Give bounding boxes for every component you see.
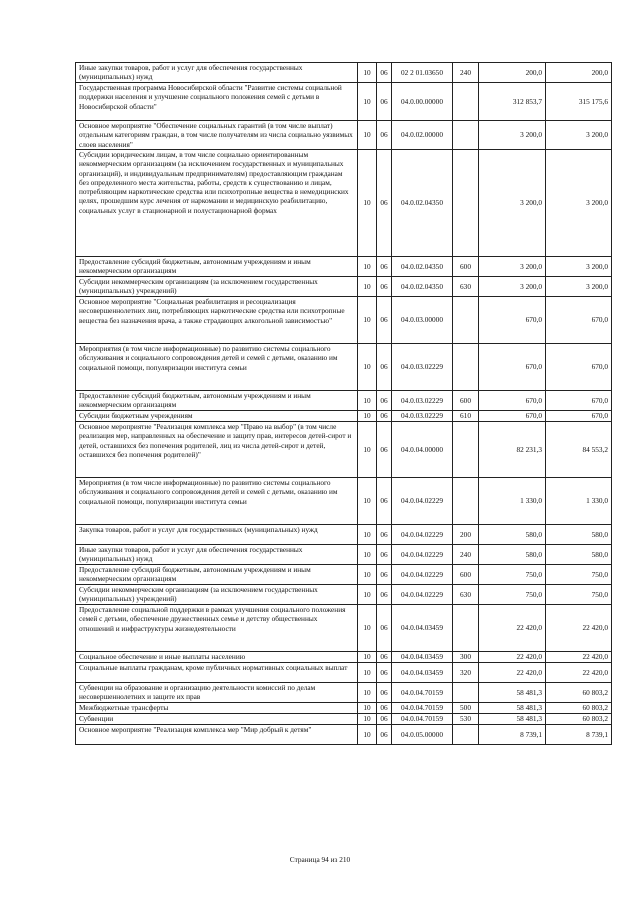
row-subsection: 06: [377, 344, 392, 391]
row-sum-year-1: 670,0: [479, 297, 546, 344]
row-sum-year-1: 22 420,0: [479, 663, 546, 683]
row-expense-type: [453, 344, 479, 391]
row-section: 10: [358, 703, 377, 714]
row-expense-type: 600: [453, 391, 479, 411]
row-expense-type: 240: [453, 545, 479, 565]
row-subsection: 06: [377, 63, 392, 83]
row-subsection: 06: [377, 150, 392, 257]
table-row: [76, 297, 612, 344]
row-sum-year-2: 3 200,0: [546, 121, 612, 150]
row-section: 10: [358, 714, 377, 725]
row-subsection: 06: [377, 257, 392, 277]
row-name: Основное мероприятие "Обеспечение социальных гарантий (в том числе выплат) отдельным категориям граждан, в том числе получателям из числа социально уязвимых слоев населения": [76, 121, 358, 150]
row-section: 10: [358, 652, 377, 663]
row-expense-type: 300: [453, 652, 479, 663]
row-expense-type: [453, 83, 479, 121]
row-sum-year-1: 200,0: [479, 63, 546, 83]
row-name: Социальные выплаты гражданам, кроме публичных нормативных социальных выплат: [76, 663, 358, 683]
row-name: Закупка товаров, работ и услуг для государственных (муниципальных) нужд: [76, 525, 358, 545]
table-row: [76, 478, 612, 525]
row-target-article: 04.0.04.02229: [392, 525, 453, 545]
row-section: 10: [358, 150, 377, 257]
table-row: [76, 422, 612, 478]
row-target-article: 04.0.02.00000: [392, 121, 453, 150]
row-expense-type: 240: [453, 63, 479, 83]
row-sum-year-1: 1 330,0: [479, 478, 546, 525]
row-name: Предоставление субсидий бюджетным, автономным учреждениям и иным некоммерческим организациям: [76, 391, 358, 411]
row-subsection: 06: [377, 121, 392, 150]
page-footer: Страница 94 из 210: [289, 855, 351, 864]
row-sum-year-1: 82 231,3: [479, 422, 546, 478]
row-sum-year-2: 60 803,2: [546, 714, 612, 725]
row-expense-type: [453, 121, 479, 150]
row-name: Государственная программа Новосибирской области "Развитие системы социальной поддержки населения и улучшение социального положения семей с детьми в Новосибирской области": [76, 83, 358, 121]
row-target-article: 04.0.00.00000: [392, 83, 453, 121]
row-expense-type: [453, 725, 479, 745]
row-expense-type: 600: [453, 565, 479, 585]
row-subsection: 06: [377, 525, 392, 545]
row-section: 10: [358, 545, 377, 565]
row-sum-year-1: 58 481,3: [479, 714, 546, 725]
row-sum-year-2: 200,0: [546, 63, 612, 83]
row-sum-year-2: 22 420,0: [546, 663, 612, 683]
row-subsection: 06: [377, 565, 392, 585]
row-target-article: 04.0.04.02229: [392, 585, 453, 605]
row-sum-year-2: 1 330,0: [546, 478, 612, 525]
row-section: 10: [358, 391, 377, 411]
row-name: Субвенции: [76, 714, 358, 725]
row-section: 10: [358, 344, 377, 391]
row-target-article: 04.0.03.02229: [392, 344, 453, 391]
row-name: Межбюджетные трансферты: [76, 703, 358, 714]
row-name: Основное мероприятие "Социальная реабилитация и ресоциализация несовершеннолетних лиц, потребляющих наркотические средства или психотропные вещества без назначения врача, а также страдающих алкогольной зависимостью": [76, 297, 358, 344]
row-target-article: 02 2 01.03650: [392, 63, 453, 83]
table-row: [76, 257, 612, 277]
row-sum-year-1: 8 739,1: [479, 725, 546, 745]
row-target-article: 04.0.04.02229: [392, 545, 453, 565]
row-section: 10: [358, 605, 377, 652]
row-expense-type: 630: [453, 585, 479, 605]
table-row: [76, 83, 612, 121]
table-row: [76, 277, 612, 297]
row-sum-year-1: 312 853,7: [479, 83, 546, 121]
row-sum-year-2: 8 739,1: [546, 725, 612, 745]
row-subsection: 06: [377, 545, 392, 565]
table-row: [76, 663, 612, 683]
row-target-article: 04.0.02.04350: [392, 257, 453, 277]
table-row: [76, 545, 612, 565]
row-subsection: 06: [377, 422, 392, 478]
row-sum-year-2: 3 200,0: [546, 150, 612, 257]
table-row: [76, 725, 612, 745]
row-target-article: 04.0.04.02229: [392, 565, 453, 585]
row-subsection: 06: [377, 725, 392, 745]
row-section: 10: [358, 478, 377, 525]
row-sum-year-1: 580,0: [479, 545, 546, 565]
row-target-article: 04.0.04.00000: [392, 422, 453, 478]
row-section: 10: [358, 277, 377, 297]
table-row: [76, 344, 612, 391]
row-sum-year-2: 580,0: [546, 545, 612, 565]
row-section: 10: [358, 422, 377, 478]
table-row: [76, 150, 612, 257]
row-section: 10: [358, 525, 377, 545]
row-sum-year-2: 3 200,0: [546, 257, 612, 277]
row-name: Иные закупки товаров, работ и услуг для обеспечения государственных (муниципальных) нужд: [76, 63, 358, 83]
row-subsection: 06: [377, 663, 392, 683]
row-expense-type: 630: [453, 277, 479, 297]
row-subsection: 06: [377, 714, 392, 725]
table-row: [76, 411, 612, 422]
row-expense-type: [453, 605, 479, 652]
row-expense-type: 600: [453, 257, 479, 277]
row-sum-year-2: 22 420,0: [546, 652, 612, 663]
row-target-article: 04.0.05.00000: [392, 725, 453, 745]
row-sum-year-2: 60 803,2: [546, 683, 612, 703]
row-sum-year-1: 3 200,0: [479, 277, 546, 297]
row-target-article: 04.0.04.70159: [392, 714, 453, 725]
row-expense-type: [453, 683, 479, 703]
row-expense-type: 500: [453, 703, 479, 714]
row-sum-year-1: 670,0: [479, 391, 546, 411]
row-section: 10: [358, 585, 377, 605]
table-row: [76, 652, 612, 663]
row-target-article: 04.0.04.02229: [392, 478, 453, 525]
row-sum-year-2: 315 175,6: [546, 83, 612, 121]
row-expense-type: [453, 422, 479, 478]
row-expense-type: 200: [453, 525, 479, 545]
table-row: [76, 703, 612, 714]
row-section: 10: [358, 83, 377, 121]
row-subsection: 06: [377, 83, 392, 121]
row-sum-year-2: 750,0: [546, 565, 612, 585]
row-name: Субсидии бюджетным учреждениям: [76, 411, 358, 422]
row-target-article: 04.0.03.02229: [392, 411, 453, 422]
row-section: 10: [358, 63, 377, 83]
row-expense-type: 320: [453, 663, 479, 683]
row-subsection: 06: [377, 411, 392, 422]
table-row: [76, 63, 612, 83]
row-subsection: 06: [377, 478, 392, 525]
row-section: 10: [358, 683, 377, 703]
row-subsection: 06: [377, 391, 392, 411]
row-sum-year-2: 750,0: [546, 585, 612, 605]
row-sum-year-1: 3 200,0: [479, 121, 546, 150]
table-row: [76, 565, 612, 585]
row-section: 10: [358, 725, 377, 745]
row-subsection: 06: [377, 683, 392, 703]
row-sum-year-2: 60 803,2: [546, 703, 612, 714]
row-target-article: 04.0.04.03459: [392, 663, 453, 683]
row-expense-type: 610: [453, 411, 479, 422]
row-sum-year-2: 22 420,0: [546, 605, 612, 652]
row-section: 10: [358, 121, 377, 150]
row-sum-year-2: 670,0: [546, 411, 612, 422]
row-expense-type: [453, 478, 479, 525]
row-name: Социальное обеспечение и иные выплаты населению: [76, 652, 358, 663]
row-subsection: 06: [377, 297, 392, 344]
row-name: Иные закупки товаров, работ и услуг для обеспечения государственных (муниципальных) нужд: [76, 545, 358, 565]
row-name: Основное мероприятие "Реализация комплекса мер "Мир добрый к детям": [76, 725, 358, 745]
row-sum-year-2: 670,0: [546, 297, 612, 344]
row-expense-type: 530: [453, 714, 479, 725]
row-name: Субсидии некоммерческим организациям (за исключением государственных (муниципальных) учреждений): [76, 277, 358, 297]
row-subsection: 06: [377, 277, 392, 297]
row-section: 10: [358, 663, 377, 683]
row-section: 10: [358, 257, 377, 277]
table-row: [76, 714, 612, 725]
row-section: 10: [358, 297, 377, 344]
row-target-article: 04.0.03.02229: [392, 391, 453, 411]
row-target-article: 04.0.04.03459: [392, 605, 453, 652]
row-name: Субвенции на образование и организацию деятельности комиссий по делам несовершеннолетних и защите их прав: [76, 683, 358, 703]
row-subsection: 06: [377, 703, 392, 714]
row-section: 10: [358, 565, 377, 585]
budget-table: [75, 62, 612, 745]
row-name: Основное мероприятие "Реализация комплекса мер "Право на выбор" (в том числе реализация мер, направленных на обеспечение и защиту прав, интересов детей-сирот и детей, оставшихся без попечения родителей, лиц из числа детей-сирот и детей, оставшихся без попечения родителей)": [76, 422, 358, 478]
table-row: [76, 391, 612, 411]
row-target-article: 04.0.04.03459: [392, 652, 453, 663]
row-sum-year-1: 22 420,0: [479, 652, 546, 663]
row-target-article: 04.0.03.00000: [392, 297, 453, 344]
row-sum-year-1: 58 481,3: [479, 703, 546, 714]
row-target-article: 04.0.02.04350: [392, 150, 453, 257]
table-row: [76, 683, 612, 703]
row-subsection: 06: [377, 652, 392, 663]
row-name: Мероприятия (в том числе информационные) по развитию системы социального обслуживания и социального сопровождения детей и семей с детьми, оказанию им социальной помощи, популяризации института семьи: [76, 478, 358, 525]
table-row: [76, 525, 612, 545]
row-sum-year-2: 84 553,2: [546, 422, 612, 478]
row-subsection: 06: [377, 605, 392, 652]
row-sum-year-1: 3 200,0: [479, 257, 546, 277]
row-name: Мероприятия (в том числе информационные) по развитию системы социального обслуживания и социального сопровождения детей и семей с детьми, оказанию им социальной помощи, популяризации института семьи: [76, 344, 358, 391]
row-target-article: 04.0.04.70159: [392, 703, 453, 714]
table-row: [76, 605, 612, 652]
row-sum-year-1: 22 420,0: [479, 605, 546, 652]
table-row: [76, 585, 612, 605]
row-section: 10: [358, 411, 377, 422]
row-name: Субсидии юридическим лицам, в том числе социально ориентированным некоммерческим организациям (за исключением государственных и муниципальных организаций), и индивидуальным предпринимателям) предоставляющим гражданам без определенного места жительства, работы, средств к существованию и лицам, потребляющим наркотические средства или психотропные вещества в немедицинских целях, прошедшим курс лечения от наркомании и медицинскую реабилитацию, социальных услуг в стационарной и полустационарной формах: [76, 150, 358, 257]
row-sum-year-2: 3 200,0: [546, 277, 612, 297]
row-name: Предоставление субсидий бюджетным, автономным учреждениям и иным некоммерческим организациям: [76, 565, 358, 585]
row-sum-year-1: 58 481,3: [479, 683, 546, 703]
table-row: [76, 121, 612, 150]
row-expense-type: [453, 150, 479, 257]
row-target-article: 04.0.04.70159: [392, 683, 453, 703]
row-target-article: 04.0.02.04350: [392, 277, 453, 297]
row-sum-year-2: 670,0: [546, 391, 612, 411]
row-sum-year-2: 670,0: [546, 344, 612, 391]
row-expense-type: [453, 297, 479, 344]
row-sum-year-1: 670,0: [479, 411, 546, 422]
row-name: Субсидии некоммерческим организациям (за исключением государственных (муниципальных) учреждений): [76, 585, 358, 605]
row-sum-year-1: 3 200,0: [479, 150, 546, 257]
row-subsection: 06: [377, 585, 392, 605]
row-sum-year-2: 580,0: [546, 525, 612, 545]
row-name: Предоставление социальной поддержки в рамках улучшения социального положения семей с детьми, обеспечение дружественных семье и детству общественных отношений и инфраструктуры жизнедеятельности: [76, 605, 358, 652]
row-name: Предоставление субсидий бюджетным, автономным учреждениям и иным некоммерческим организациям: [76, 257, 358, 277]
row-sum-year-1: 580,0: [479, 525, 546, 545]
row-sum-year-1: 750,0: [479, 585, 546, 605]
row-sum-year-1: 750,0: [479, 565, 546, 585]
row-sum-year-1: 670,0: [479, 344, 546, 391]
